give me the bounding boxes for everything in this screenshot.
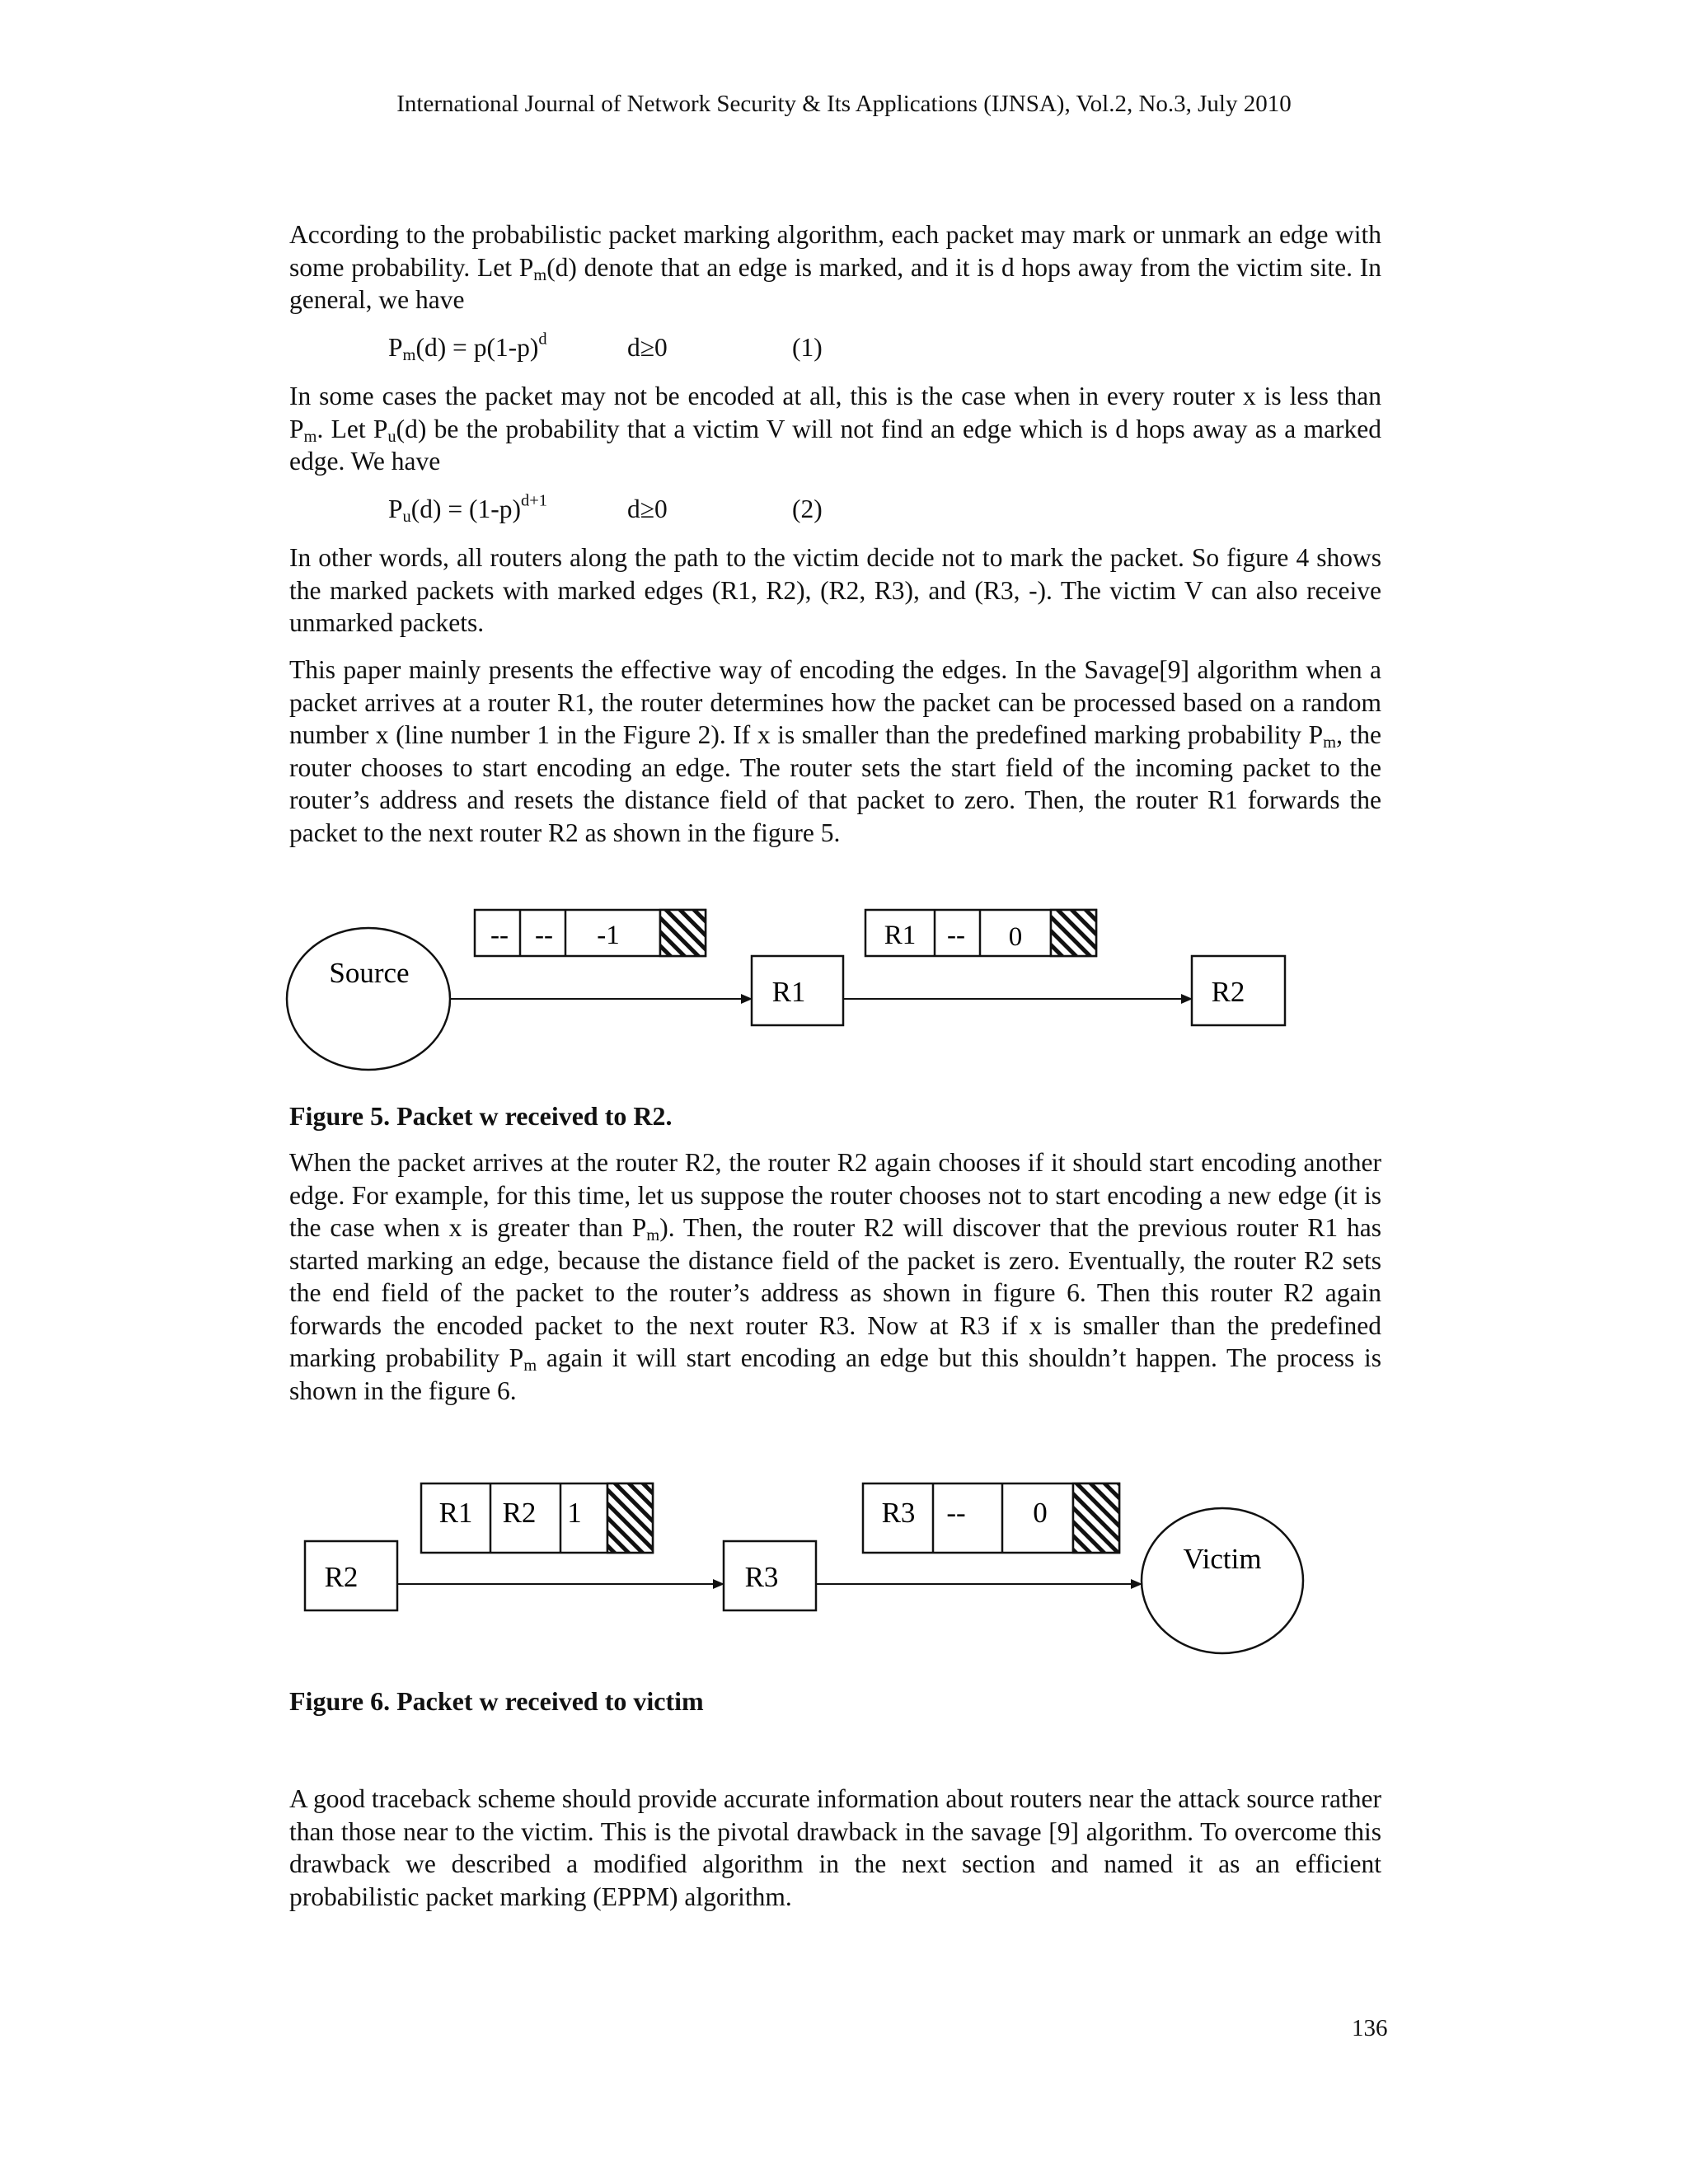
figure-5-diagram (0, 890, 1688, 1088)
paragraph-3: In other words, all routers along the path to the victim decide not to mark the packet. So figure 4 shows the marked packets with marked edges (R1, R2), (R2, R3), and (R3, -). The victim V can also receive unmarked packets. (289, 543, 1381, 637)
packet-1 (475, 910, 706, 956)
packet-3-field-end: R2 (502, 1497, 537, 1529)
victim-node (1142, 1508, 1303, 1653)
router-r2-label: R2 (1211, 976, 1245, 1008)
equation-2: $P_u(d) = (1-p)^{d+1}$ d≥0 (2) (388, 491, 823, 527)
packet-3-field-distance: 1 (567, 1497, 582, 1529)
packet-3-hatch (607, 1483, 653, 1553)
packet-3 (421, 1483, 653, 1553)
equation-1-number: (1) (792, 333, 823, 362)
journal-header: International Journal of Network Security & Its Applications (IJNSA), Vol.2, No.3, July 2010 (396, 91, 1292, 117)
packet-3-field-start: R1 (438, 1497, 473, 1529)
figure-6-diagram (0, 1459, 1688, 1673)
paragraph-2: In some cases the packet may not be encoded at all, this is the case when in every router x is less than $P_m$. Let $P_u(d)$ be the probability that a victim V will not find an edge which is d hops away as a marked edge. We have (289, 382, 1381, 476)
packet-4-field-distance: 0 (1033, 1497, 1048, 1529)
page-number: 136 (1352, 2015, 1388, 2041)
paragraph-5: When the packet arrives at the router R2, the router R2 again chooses if it should start encoding another edge. For example, for this time, let us suppose the router chooses not to start encoding a new edge (it is the case when x is greater than $P_m$). Then, the router R2 will discover that the previous router R1 has started marking an edge, because the distance field of the packet is zero. Eventually, the router R2 sets the end field of the packet to the router’s address as shown in figure 6. Then this router R2 again forwards the encoded packet to the next router R3. Now at R3 if x is smaller than the predefined marking probability $P_m$ again it will start encoding an edge but this shouldn’t happen. The process is shown in the figure 6. (289, 1148, 1381, 1405)
packet-1-field-end: -- (535, 921, 553, 950)
paragraph-4: This paper mainly presents the effective way of encoding the edges. In the Savage[9] algorithm when a packet arrives at a router R1, the router determines how the packet can be processed based on a random number x (line number 1 in the Figure 2). If x is smaller than the predefined marking probability $P_m$, the router chooses to start encoding an edge. The router sets the start field of the incoming packet to the router’s address and resets the distance field of that packet to zero. Then, the router R1 forwards the packet to the next router R2 as shown in the figure 5. (289, 655, 1382, 847)
router-r1-label: R1 (771, 976, 806, 1008)
packet-4-field-start: R3 (881, 1497, 916, 1529)
source-node (287, 928, 450, 1070)
router-r2-label: R2 (324, 1561, 359, 1593)
packet-4-field-end: -- (946, 1497, 966, 1529)
equation-2-number: (2) (792, 494, 823, 523)
packet-1-field-start: -- (490, 921, 509, 950)
packet-2-field-start: R1 (884, 921, 917, 950)
equation-1: $P_m(d) = p(1-p)^d$ d≥0 (1) (388, 330, 823, 365)
packet-2 (865, 910, 1096, 956)
router-r3-label: R3 (744, 1561, 779, 1593)
packet-2-hatch (1051, 910, 1096, 956)
source-label: Source (329, 957, 410, 989)
figure-6-caption: Figure 6. Packet w received to victim (289, 1686, 704, 1716)
packet-4-hatch (1073, 1483, 1119, 1553)
figure-5-caption: Figure 5. Packet w received to R2. (289, 1101, 673, 1131)
packet-4 (863, 1483, 1119, 1553)
packet-1-hatch (660, 910, 706, 956)
packet-1-field-distance: -1 (597, 921, 620, 950)
packet-2-field-distance: 0 (1008, 922, 1023, 952)
equation-2-condition: d≥0 (627, 494, 668, 523)
paragraph-1: According to the probabilistic packet marking algorithm, each packet may mark or unmark an edge with some probability. Let $P_m(d)$ denote that an edge is marked, and it is d hops away from the victim site. In general, we have (289, 220, 1381, 314)
equation-1-condition: d≥0 (627, 333, 668, 362)
victim-label: Victim (1183, 1543, 1262, 1575)
paragraph-6: A good traceback scheme should provide accurate information about routers near the attack source rather than those near to the victim. This is the pivotal drawback in the savage [9] algorithm. To overcome this drawback we described a modified algorithm in the next section and named it as an efficient probabilistic packet marking (EPPM) algorithm. (289, 1784, 1381, 1911)
packet-2-field-end: -- (947, 921, 965, 950)
